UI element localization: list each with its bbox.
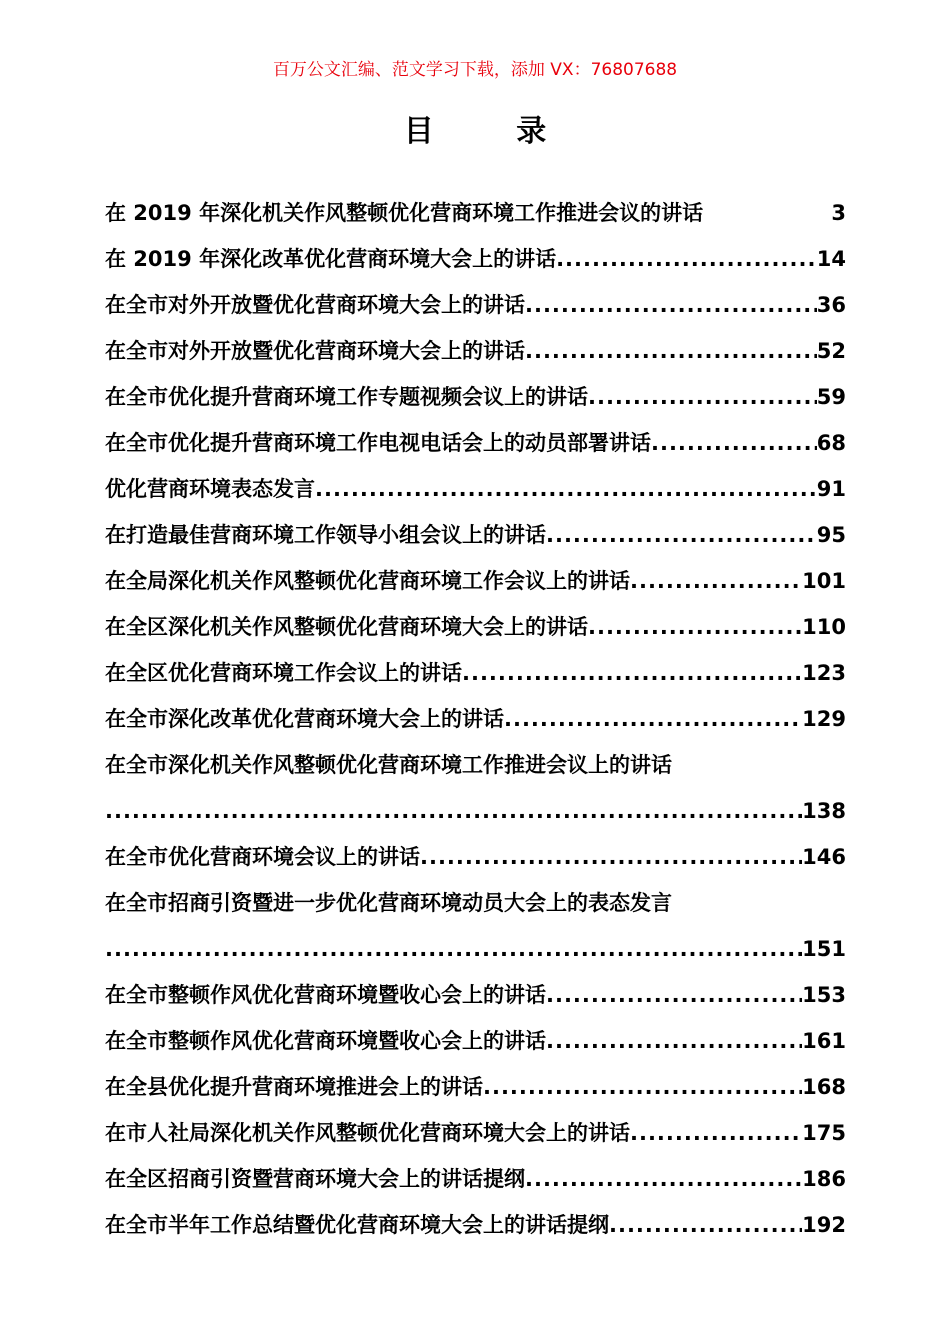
toc-entry-page: 110 <box>802 615 846 639</box>
toc-entry-title: 在全局深化机关作风整顿优化营商环境工作会议上的讲话 <box>105 569 630 593</box>
toc-entry-title: 在全县优化提升营商环境推进会上的讲话 <box>105 1075 483 1099</box>
toc-entry-title: 在 2019 年深化机关作风整顿优化营商环境工作推进会议的讲话 <box>105 201 704 225</box>
toc-entry-page: 52 <box>816 339 846 363</box>
toc-leader-dots <box>315 466 817 512</box>
toc-entry-page: 138 <box>802 799 846 823</box>
toc-entry-page: 123 <box>802 661 846 685</box>
toc-leader-dots <box>546 512 817 558</box>
toc-entry[interactable] <box>105 512 846 558</box>
toc-entry-page: 59 <box>816 385 846 409</box>
page-title: 目 录 <box>403 114 583 149</box>
toc-entry-page: 36 <box>816 293 846 317</box>
toc-entry-title: 在全市深化机关作风整顿优化营商环境工作推进会议上的讲话 <box>105 753 672 777</box>
toc-entry-page: 175 <box>802 1121 846 1145</box>
toc-entry-page: 3 <box>831 201 846 225</box>
toc-leader-dots <box>609 1202 802 1248</box>
header-note: 百万公文汇编、范文学习下载，添加 VX：76807688 <box>272 60 678 80</box>
toc-entry-page: 153 <box>802 983 846 1007</box>
toc-entry-page: 14 <box>816 247 846 271</box>
toc-entry-title: 优化营商环境表态发言 <box>105 477 315 501</box>
toc-entry-title: 在全市半年工作总结暨优化营商环境大会上的讲话提纲 <box>105 1213 609 1237</box>
toc-leader-dots <box>525 328 817 374</box>
toc-entry[interactable] <box>105 880 846 972</box>
toc-entry-title: 在全市优化提升营商环境工作电视电话会上的动员部署讲话 <box>105 431 651 455</box>
toc-entry-title: 在全市优化营商环境会议上的讲话 <box>105 845 420 869</box>
toc-leader-dots <box>630 1110 802 1156</box>
toc-entry[interactable] <box>105 972 846 1018</box>
toc-leader-dots <box>105 788 802 834</box>
toc-entry[interactable] <box>105 604 846 650</box>
toc-entry-page: 161 <box>802 1029 846 1053</box>
toc-leader-dots <box>630 558 802 604</box>
toc-entry-page: 151 <box>802 937 846 961</box>
toc-leader-dots <box>588 374 817 420</box>
toc-entry-title: 在全区招商引资暨营商环境大会上的讲话提纲 <box>105 1167 525 1191</box>
toc-entry[interactable] <box>105 1064 846 1110</box>
toc-entry-title: 在全区优化营商环境工作会议上的讲话 <box>105 661 462 685</box>
toc-leader-dots <box>546 1018 802 1064</box>
toc-entry[interactable] <box>105 190 846 236</box>
toc-leader-dots <box>462 650 802 696</box>
toc-entry[interactable] <box>105 1110 846 1156</box>
toc-entry[interactable] <box>105 420 846 466</box>
toc-entry[interactable] <box>105 1156 846 1202</box>
toc-entry[interactable] <box>105 1202 846 1248</box>
toc-entry-page: 168 <box>802 1075 846 1099</box>
toc-entry[interactable] <box>105 834 846 880</box>
toc-entry-page: 95 <box>816 523 846 547</box>
toc-entry-title: 在全市整顿作风优化营商环境暨收心会上的讲话 <box>105 983 546 1007</box>
toc-entry[interactable] <box>105 650 846 696</box>
toc-entry[interactable] <box>105 558 846 604</box>
toc-leader-dots <box>420 834 802 880</box>
toc-entry[interactable] <box>105 328 846 374</box>
toc-entry-title: 在全市优化提升营商环境工作专题视频会议上的讲话 <box>105 385 588 409</box>
toc-entry-title: 在全市招商引资暨进一步优化营商环境动员大会上的表态发言 <box>105 891 672 915</box>
toc-entry-title: 在全市对外开放暨优化营商环境大会上的讲话 <box>105 293 525 317</box>
toc-entry-title: 在全区深化机关作风整顿优化营商环境大会上的讲话 <box>105 615 588 639</box>
toc-leader-dots <box>504 696 802 742</box>
toc-entry[interactable] <box>105 466 846 512</box>
toc-entry-title: 在打造最佳营商环境工作领导小组会议上的讲话 <box>105 523 546 547</box>
toc-leader-dots <box>588 604 802 650</box>
toc-leader-dots <box>105 926 802 972</box>
toc-entry[interactable] <box>105 374 846 420</box>
toc-entry-page: 146 <box>802 845 846 869</box>
toc-leader-dots <box>483 1064 802 1110</box>
toc-entry-page: 91 <box>816 477 846 501</box>
toc-entry-page: 192 <box>802 1213 846 1237</box>
toc-entry[interactable] <box>105 236 846 282</box>
toc-leader-dots <box>525 1156 802 1202</box>
toc-leader-dots <box>546 972 802 1018</box>
toc-leader-dots <box>651 420 817 466</box>
toc-leader-dots <box>556 236 817 282</box>
toc-entry-title: 在市人社局深化机关作风整顿优化营商环境大会上的讲话 <box>105 1121 630 1145</box>
toc-entry-title: 在全市整顿作风优化营商环境暨收心会上的讲话 <box>105 1029 546 1053</box>
toc-entry-page: 129 <box>802 707 846 731</box>
toc-entry-title: 在全市对外开放暨优化营商环境大会上的讲话 <box>105 339 525 363</box>
toc-entry-page: 186 <box>802 1167 846 1191</box>
toc-entry[interactable] <box>105 696 846 742</box>
toc-entry[interactable] <box>105 1018 846 1064</box>
toc-entry[interactable] <box>105 282 846 328</box>
toc-leader-dots <box>525 282 817 328</box>
toc-entry-page: 68 <box>816 431 846 455</box>
toc-entry-page: 101 <box>802 569 846 593</box>
toc-entry[interactable] <box>105 742 846 834</box>
toc-entry-title: 在 2019 年深化改革优化营商环境大会上的讲话 <box>105 247 557 271</box>
toc-entry-title: 在全市深化改革优化营商环境大会上的讲话 <box>105 707 504 731</box>
table-of-contents <box>105 190 846 1248</box>
